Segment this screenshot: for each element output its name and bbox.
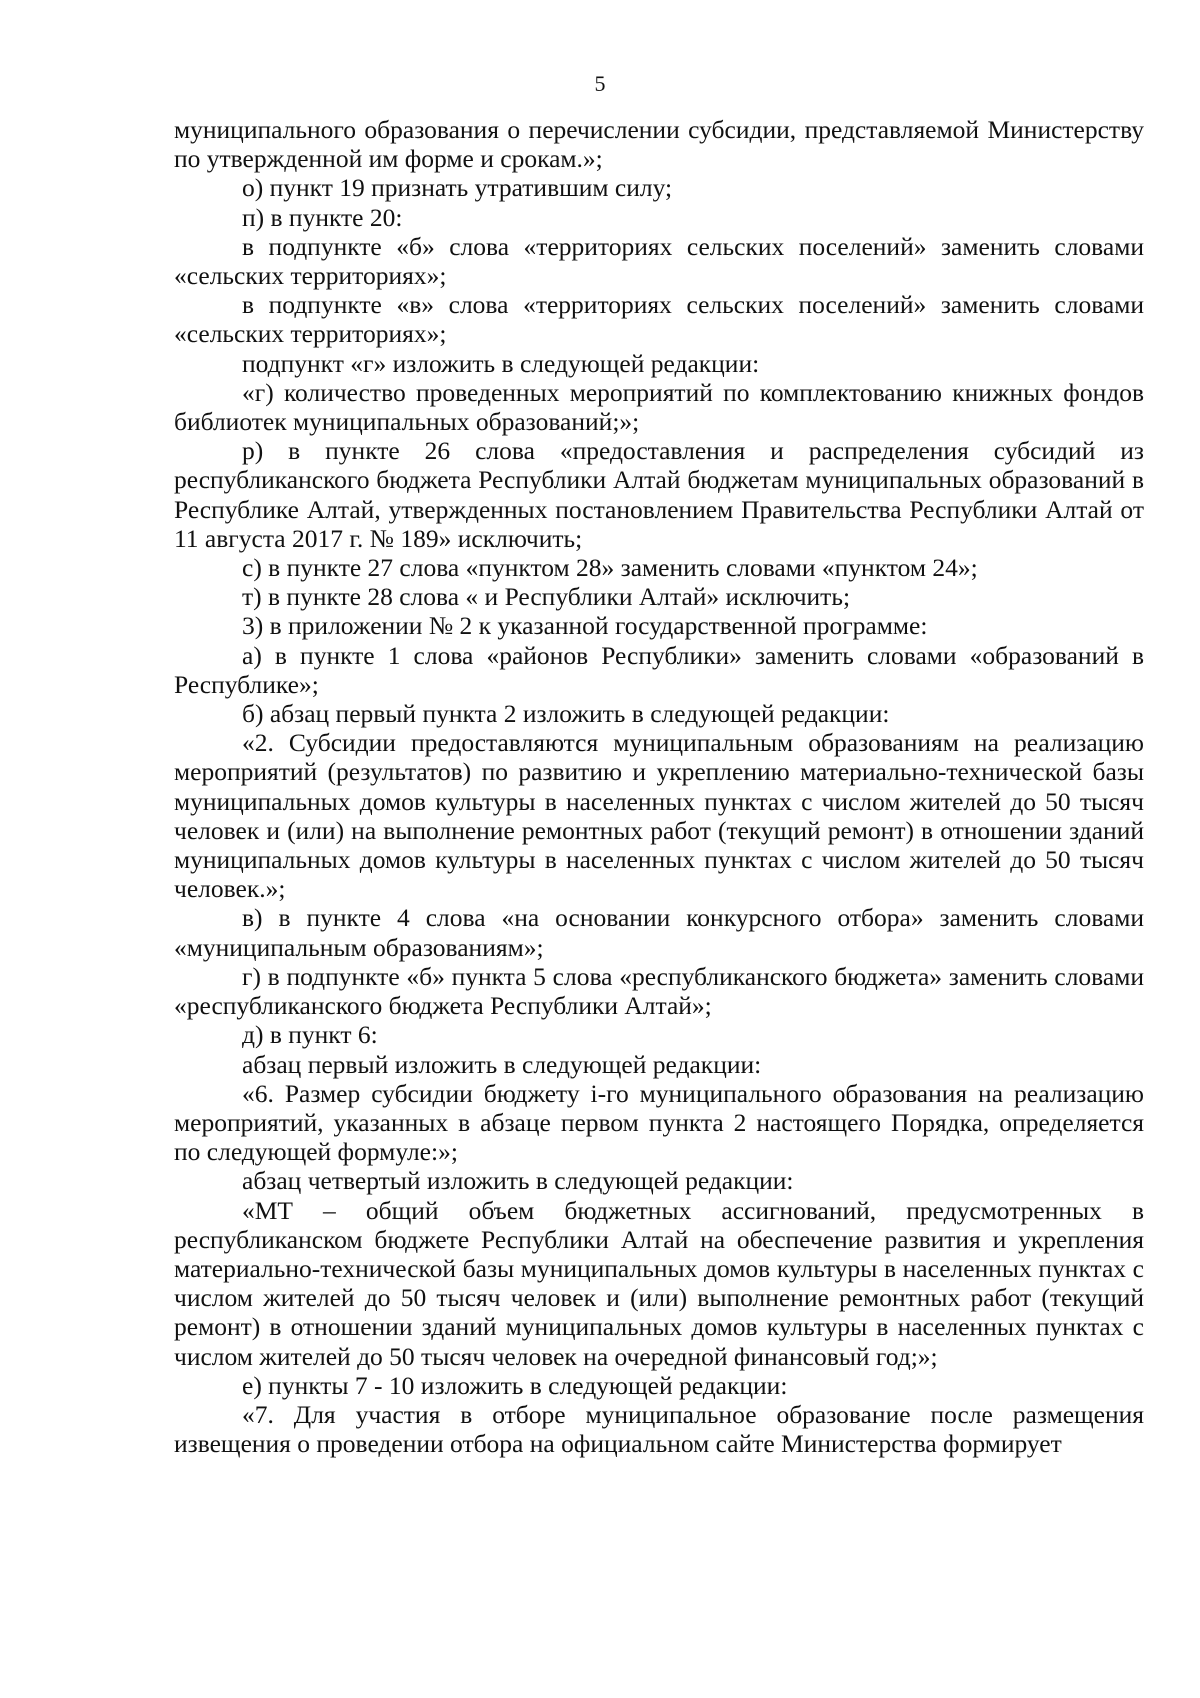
- paragraph: о) пункт 19 признать утратившим силу;: [242, 173, 673, 203]
- paragraph: т) в пункте 28 слова « и Республики Алтай» исключить;: [242, 582, 851, 612]
- paragraph: «г) количество проведенных мероприятий по комплектованию книжных фондов библиотек муниципальных образований;»;: [174, 377, 1144, 437]
- paragraph: в) в пункте 4 слова «на основании конкурсного отбора» заменить словами «муниципальным образованиям»;: [174, 903, 1144, 962]
- paragraph: р) в пункте 26 слова «предоставления и распределения субсидий из республиканского бюджета Республики Алтай бюджетам муниципальных образований в Республике Алтай, утвержденных постановлением Правительства Республики Алтай от 11 августа 2017 г. № 189» исключить;: [174, 436, 1144, 553]
- paragraph: абзац четвертый изложить в следующей редакции:: [242, 1166, 794, 1196]
- paragraph: 3) в приложении № 2 к указанной государственной программе:: [242, 611, 928, 641]
- paragraph: д) в пункт 6:: [242, 1020, 378, 1050]
- paragraph: абзац первый изложить в следующей редакции:: [242, 1049, 762, 1079]
- paragraph: подпункт «г» изложить в следующей редакции:: [242, 348, 760, 378]
- paragraph: в подпункте «б» слова «территориях сельских поселений» заменить словами «сельских территориях»;: [174, 231, 1144, 291]
- paragraph: муниципального образования о перечислении субсидии, представляемой Министерству по утвержденной им форме и срокам.»;: [174, 115, 1144, 174]
- paragraph: е) пункты 7 - 10 изложить в следующей редакции:: [242, 1370, 788, 1400]
- paragraph: «7. Для участия в отборе муниципальное образование после размещения извещения о проведении отбора на официальном сайте Министерства формирует: [174, 1399, 1144, 1459]
- paragraph: «6. Размер субсидии бюджету i-го муниципального образования на реализацию мероприятий, указанных в абзаце первом пункта 2 настоящего Порядка, определяется по следующей формуле:»;: [174, 1078, 1144, 1167]
- paragraph: г) в подпункте «б» пункта 5 слова «республиканского бюджета» заменить словами «республиканского бюджета Республики Алтай»;: [174, 961, 1144, 1021]
- document-body: [174, 115, 1144, 1458]
- paragraph: б) абзац первый пункта 2 изложить в следующей редакции:: [242, 699, 890, 729]
- paragraph: «МТ – общий объем бюджетных ассигнований, предусмотренных в республиканском бюджете Республики Алтай на обеспечение развития и укрепления материально-технической базы муниципальных домов культуры в населенных пунктах с числом жителей до 50 тысяч человек и (или) выполнение ремонтных работ (текущий ремонт) в отношении зданий муниципальных домов культуры в населенных пунктах с числом жителей до 50 тысяч человек на очередной финансовый год;»;: [174, 1195, 1144, 1371]
- paragraph: в подпункте «в» слова «территориях сельских поселений» заменить словами «сельских территориях»;: [174, 290, 1144, 349]
- paragraph: а) в пункте 1 слова «районов Республики» заменить словами «образований в Республике»;: [174, 640, 1144, 699]
- page-number: 5: [594, 71, 606, 96]
- paragraph: п) в пункте 20:: [242, 202, 403, 232]
- paragraph: с) в пункте 27 слова «пунктом 28» заменить словами «пунктом 24»;: [242, 553, 978, 583]
- paragraph: «2. Субсидии предоставляются муниципальным образованиям на реализацию мероприятий (результатов) по развитию и укреплению материально-технической базы муниципальных домов культуры в населенных пунктах с числом жителей до 50 тысяч человек и (или) на выполнение ремонтных работ (текущий ремонт) в отношении зданий муниципальных домов культуры в населенных пунктах с числом жителей до 50 тысяч человек.»;: [174, 728, 1144, 904]
